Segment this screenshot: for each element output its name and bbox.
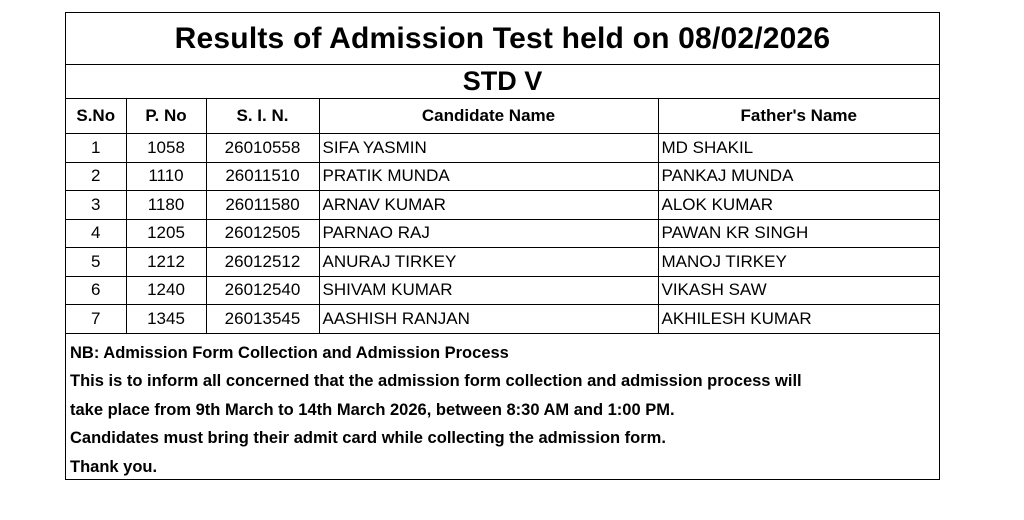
cell-sno: 6 (66, 276, 126, 305)
column-header-sin: S. I. N. (206, 99, 319, 134)
table-row (66, 305, 939, 334)
results-table (66, 99, 939, 334)
cell-candidate-name: PARNAO RAJ (319, 219, 658, 248)
cell-pno: 1345 (126, 305, 206, 334)
column-header-father-name: Father's Name (658, 99, 939, 134)
cell-father-name: ALOK KUMAR (658, 191, 939, 220)
cell-father-name: AKHILESH KUMAR (658, 305, 939, 334)
table-row (66, 276, 939, 305)
cell-sin: 26012505 (206, 219, 319, 248)
cell-father-name: MD SHAKIL (658, 134, 939, 163)
cell-sno: 7 (66, 305, 126, 334)
cell-pno: 1205 (126, 219, 206, 248)
table-row (66, 191, 939, 220)
notice-line: take place from 9th March to 14th March 2026, between 8:30 AM and 1:00 PM. (70, 400, 675, 419)
cell-candidate-name: AASHISH RANJAN (319, 305, 658, 334)
cell-pno: 1212 (126, 248, 206, 277)
cell-sin: 26011510 (206, 162, 319, 191)
column-header-sno: S.No (66, 99, 126, 134)
cell-candidate-name: SHIVAM KUMAR (319, 276, 658, 305)
cell-sin: 26012540 (206, 276, 319, 305)
cell-sno: 5 (66, 248, 126, 277)
column-header-candidate-name: Candidate Name (319, 99, 658, 134)
cell-sin: 26013545 (206, 305, 319, 334)
column-header-pno: P. No (126, 99, 206, 134)
cell-sin: 26012512 (206, 248, 319, 277)
results-sheet (65, 12, 940, 480)
cell-candidate-name: SIFA YASMIN (319, 134, 658, 163)
notice-closing: Thank you. (70, 457, 158, 476)
table-row (66, 162, 939, 191)
notice-line: This is to inform all concerned that the admission form collection and admission process will (70, 372, 802, 391)
notice-line: Candidates must bring their admit card while collecting the admission form. (70, 429, 666, 448)
cell-candidate-name: PRATIK MUNDA (319, 162, 658, 191)
notice-section (66, 334, 939, 482)
cell-candidate-name: ANURAJ TIRKEY (319, 248, 658, 277)
cell-sno: 3 (66, 191, 126, 220)
table-row (66, 248, 939, 277)
class-heading: STD V (66, 65, 939, 99)
cell-candidate-name: ARNAV KUMAR (319, 191, 658, 220)
cell-sno: 4 (66, 219, 126, 248)
cell-father-name: VIKASH SAW (658, 276, 939, 305)
table-header-row (66, 99, 939, 134)
cell-father-name: PAWAN KR SINGH (658, 219, 939, 248)
cell-pno: 1180 (126, 191, 206, 220)
cell-pno: 1240 (126, 276, 206, 305)
cell-sno: 1 (66, 134, 126, 163)
notice-heading: NB: Admission Form Collection and Admission Process (70, 343, 509, 362)
cell-sin: 26010558 (206, 134, 319, 163)
cell-father-name: PANKAJ MUNDA (658, 162, 939, 191)
cell-sin: 26011580 (206, 191, 319, 220)
cell-pno: 1058 (126, 134, 206, 163)
page-title: Results of Admission Test held on 08/02/2026 (66, 13, 939, 65)
table-row (66, 219, 939, 248)
cell-sno: 2 (66, 162, 126, 191)
cell-pno: 1110 (126, 162, 206, 191)
cell-father-name: MANOJ TIRKEY (658, 248, 939, 277)
table-row (66, 134, 939, 163)
